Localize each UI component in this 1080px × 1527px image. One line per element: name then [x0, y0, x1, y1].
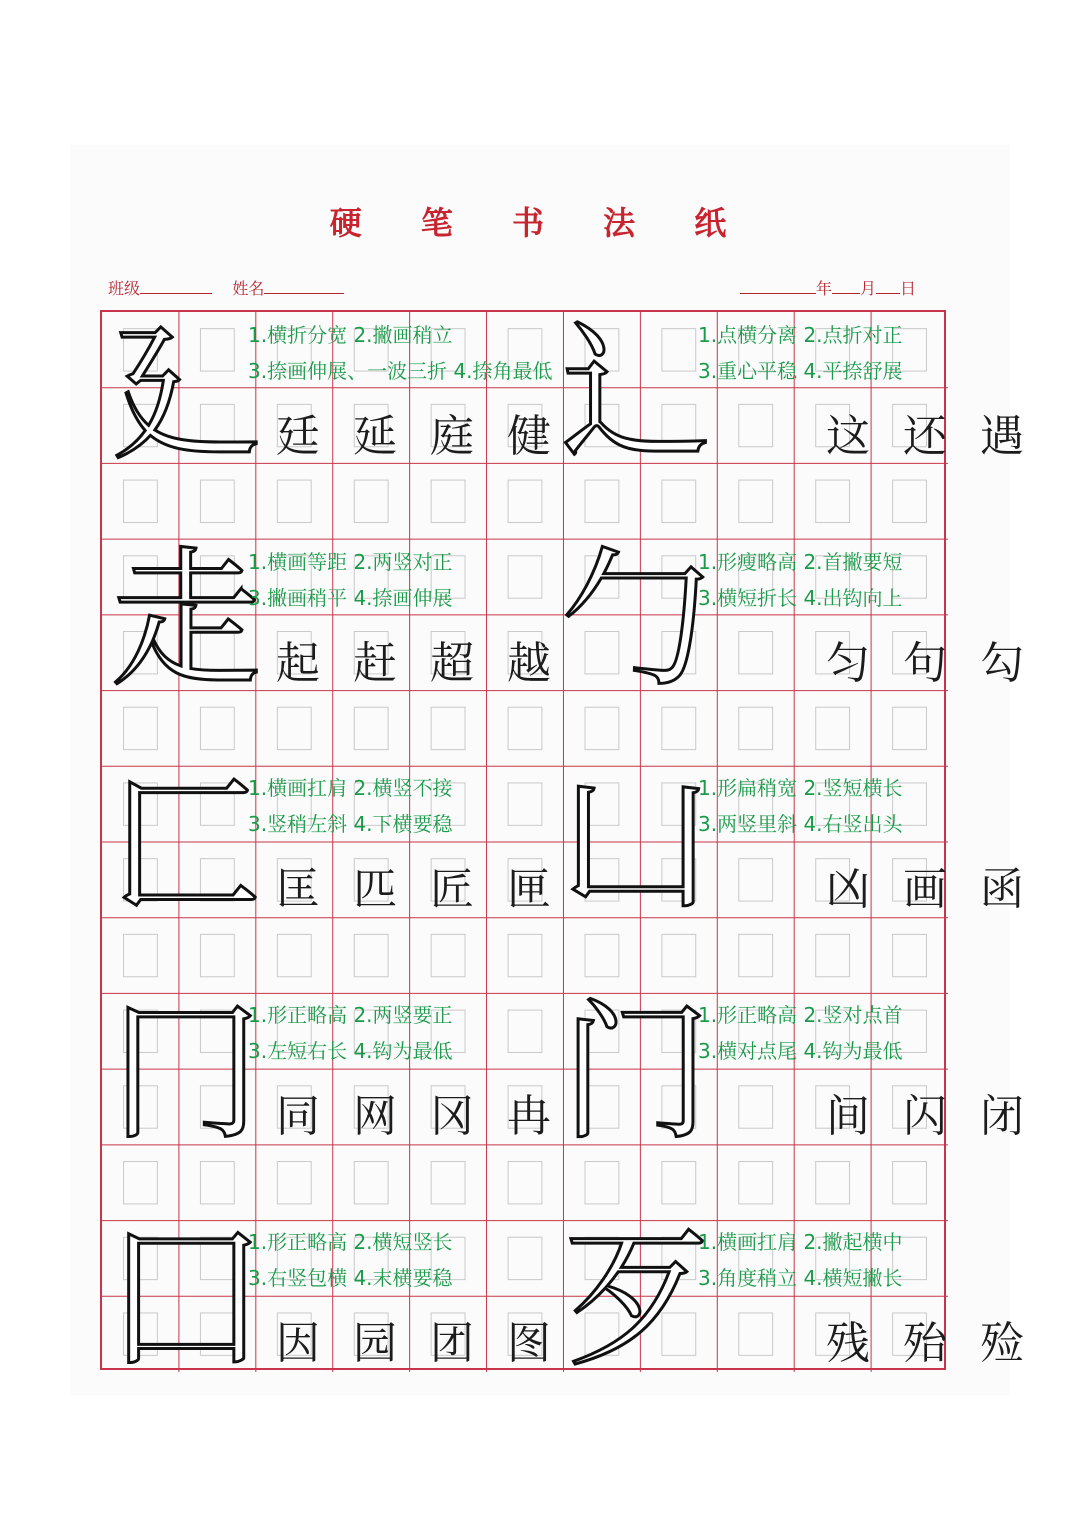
grid-inner-box — [816, 1162, 850, 1204]
example-character: 因 — [276, 1318, 320, 1369]
example-character: 网 — [353, 1091, 397, 1142]
model-character: 囗 — [110, 1214, 261, 1388]
grid-inner-box — [739, 707, 773, 749]
day-label: 日 — [900, 279, 917, 298]
tip-line-1: 1.形扁稍宽 2.竖短横长 — [698, 776, 903, 800]
tip-line-1: 1.形正略高 2.横短竖长 — [248, 1230, 453, 1254]
grid-inner-box — [816, 707, 850, 749]
example-character: 句 — [903, 638, 947, 689]
tip-line-1: 1.点横分离 2.点折对正 — [698, 323, 903, 347]
tip-line-1: 1.横画扛肩 2.横竖不接 — [248, 776, 453, 800]
tip-line-2: 3.角度稍立 4.横短撇长 — [698, 1266, 903, 1290]
grid-inner-box — [662, 707, 696, 749]
example-character: 廷 — [276, 411, 320, 462]
grid-inner-box — [739, 480, 773, 522]
example-character: 团 — [430, 1318, 474, 1369]
example-character: 健 — [507, 411, 551, 462]
grid-inner-box — [893, 480, 927, 522]
tip-line-2: 3.竖稍左斜 4.下横要稳 — [248, 812, 453, 836]
grid-inner-box — [508, 480, 542, 522]
model-character: 匚 — [110, 760, 261, 934]
example-character: 殆 — [903, 1318, 947, 1369]
grid-inner-box — [354, 480, 388, 522]
grid-inner-box — [739, 404, 773, 446]
model-character: 门 — [560, 987, 711, 1161]
example-character: 匡 — [276, 864, 320, 915]
grid-inner-box — [431, 1162, 465, 1204]
month-label: 月 — [860, 279, 877, 298]
example-character: 起 — [276, 638, 320, 689]
example-character: 匠 — [430, 864, 474, 915]
example-character: 匹 — [353, 864, 397, 915]
model-character: 辶 — [560, 307, 711, 481]
tip-line-2: 3.横短折长 4.出钩向上 — [698, 586, 903, 610]
grid-inner-box — [354, 934, 388, 976]
grid-inner-box — [124, 480, 158, 522]
tip-line-2: 3.两竖里斜 4.右竖出头 — [698, 812, 903, 836]
example-character: 间 — [826, 1091, 870, 1142]
grid-inner-box — [277, 934, 311, 976]
grid-inner-box — [893, 707, 927, 749]
class-field — [108, 276, 344, 299]
example-character: 勾 — [980, 638, 1024, 689]
model-character: 凵 — [560, 760, 711, 934]
name-label: 姓名 — [232, 279, 265, 298]
grid-inner-box — [508, 707, 542, 749]
page-title: 硬 笔 书 法 纸 — [329, 204, 751, 242]
example-character: 庭 — [430, 411, 474, 462]
grid-inner-box — [277, 480, 311, 522]
grid-inner-box — [508, 1010, 542, 1052]
grid-inner-box — [585, 707, 619, 749]
example-character: 赶 — [353, 638, 397, 689]
grid-inner-box — [200, 1162, 234, 1204]
grid-inner-box — [585, 480, 619, 522]
grid-inner-box — [200, 480, 234, 522]
example-character: 残 — [826, 1318, 870, 1369]
tip-line-1: 1.横折分宽 2.撇画稍立 — [248, 323, 453, 347]
grid-inner-box — [200, 707, 234, 749]
grid-inner-box — [893, 1162, 927, 1204]
grid-inner-box — [508, 934, 542, 976]
grid-inner-box — [739, 632, 773, 674]
grid-inner-box — [354, 1162, 388, 1204]
grid-inner-box — [662, 934, 696, 976]
model-character: 廴 — [110, 307, 261, 481]
tip-line-1: 1.形瘦略高 2.首撇要短 — [698, 550, 903, 574]
year-label: 年 — [816, 279, 833, 298]
tip-line-2: 3.撇画稍平 4.捺画伸展 — [248, 586, 453, 610]
tip-line-1: 1.形正略高 2.竖对点首 — [698, 1003, 903, 1027]
tip-line-2: 3.横对点尾 4.钩为最低 — [698, 1039, 903, 1063]
example-character: 延 — [353, 411, 397, 462]
example-character: 同 — [276, 1091, 320, 1142]
grid-inner-box — [124, 934, 158, 976]
grid-inner-box — [662, 480, 696, 522]
grid-inner-box — [431, 934, 465, 976]
class-label: 班级 — [108, 279, 141, 298]
grid-inner-box — [431, 480, 465, 522]
grid-inner-box — [508, 1162, 542, 1204]
grid-inner-box — [739, 1313, 773, 1355]
example-character: 匣 — [507, 864, 551, 915]
example-character: 越 — [507, 638, 551, 689]
grid-inner-box — [739, 1086, 773, 1128]
tip-line-2: 3.重心平稳 4.平捺舒展 — [698, 359, 903, 383]
grid-inner-box — [508, 556, 542, 598]
grid-inner-box — [816, 480, 850, 522]
tip-line-1: 1.横画扛肩 2.撇起横中 — [698, 1230, 903, 1254]
example-character: 凶 — [826, 864, 870, 915]
example-character: 图 — [507, 1318, 551, 1369]
example-character: 冈 — [430, 1091, 474, 1142]
grid-inner-box — [508, 1237, 542, 1279]
example-character: 匀 — [826, 638, 870, 689]
grid-inner-box — [662, 1162, 696, 1204]
grid-inner-box — [739, 1162, 773, 1204]
example-character: 闪 — [903, 1091, 947, 1142]
grid-inner-box — [277, 707, 311, 749]
example-character: 遇 — [980, 411, 1024, 462]
tip-line-2: 3.捺画伸展、一波三折 4.捺角最低 — [248, 359, 553, 383]
example-character: 闭 — [980, 1091, 1024, 1142]
example-character: 函 — [980, 864, 1024, 915]
grid-inner-box — [893, 934, 927, 976]
grid-inner-box — [124, 1162, 158, 1204]
model-character: 歹 — [560, 1214, 711, 1388]
grid-inner-box — [124, 707, 158, 749]
date-field — [740, 276, 916, 299]
tip-line-2: 3.左短右长 4.钩为最低 — [248, 1039, 453, 1063]
grid-inner-box — [816, 934, 850, 976]
example-character: 园 — [353, 1318, 397, 1369]
grid-inner-box — [354, 707, 388, 749]
example-character: 还 — [903, 411, 947, 462]
grid-inner-box — [277, 1162, 311, 1204]
example-character: 这 — [826, 411, 870, 462]
model-character: 冂 — [110, 987, 261, 1161]
grid-inner-box — [585, 1162, 619, 1204]
grid-inner-box — [200, 934, 234, 976]
tip-line-2: 3.右竖包横 4.末横要稳 — [248, 1266, 453, 1290]
grid-inner-box — [739, 934, 773, 976]
tip-line-1: 1.横画等距 2.两竖对正 — [248, 550, 453, 574]
grid-inner-box — [431, 707, 465, 749]
model-character: 走 — [110, 534, 261, 708]
example-character: 殓 — [980, 1318, 1024, 1369]
example-character: 冉 — [507, 1091, 551, 1142]
grid-inner-box — [508, 783, 542, 825]
grid-inner-box — [585, 934, 619, 976]
grid-inner-box — [739, 859, 773, 901]
model-character: 勹 — [560, 534, 711, 708]
example-character: 超 — [430, 638, 474, 689]
tip-line-1: 1.形正略高 2.两竖要正 — [248, 1003, 453, 1027]
example-character: 画 — [903, 864, 947, 915]
